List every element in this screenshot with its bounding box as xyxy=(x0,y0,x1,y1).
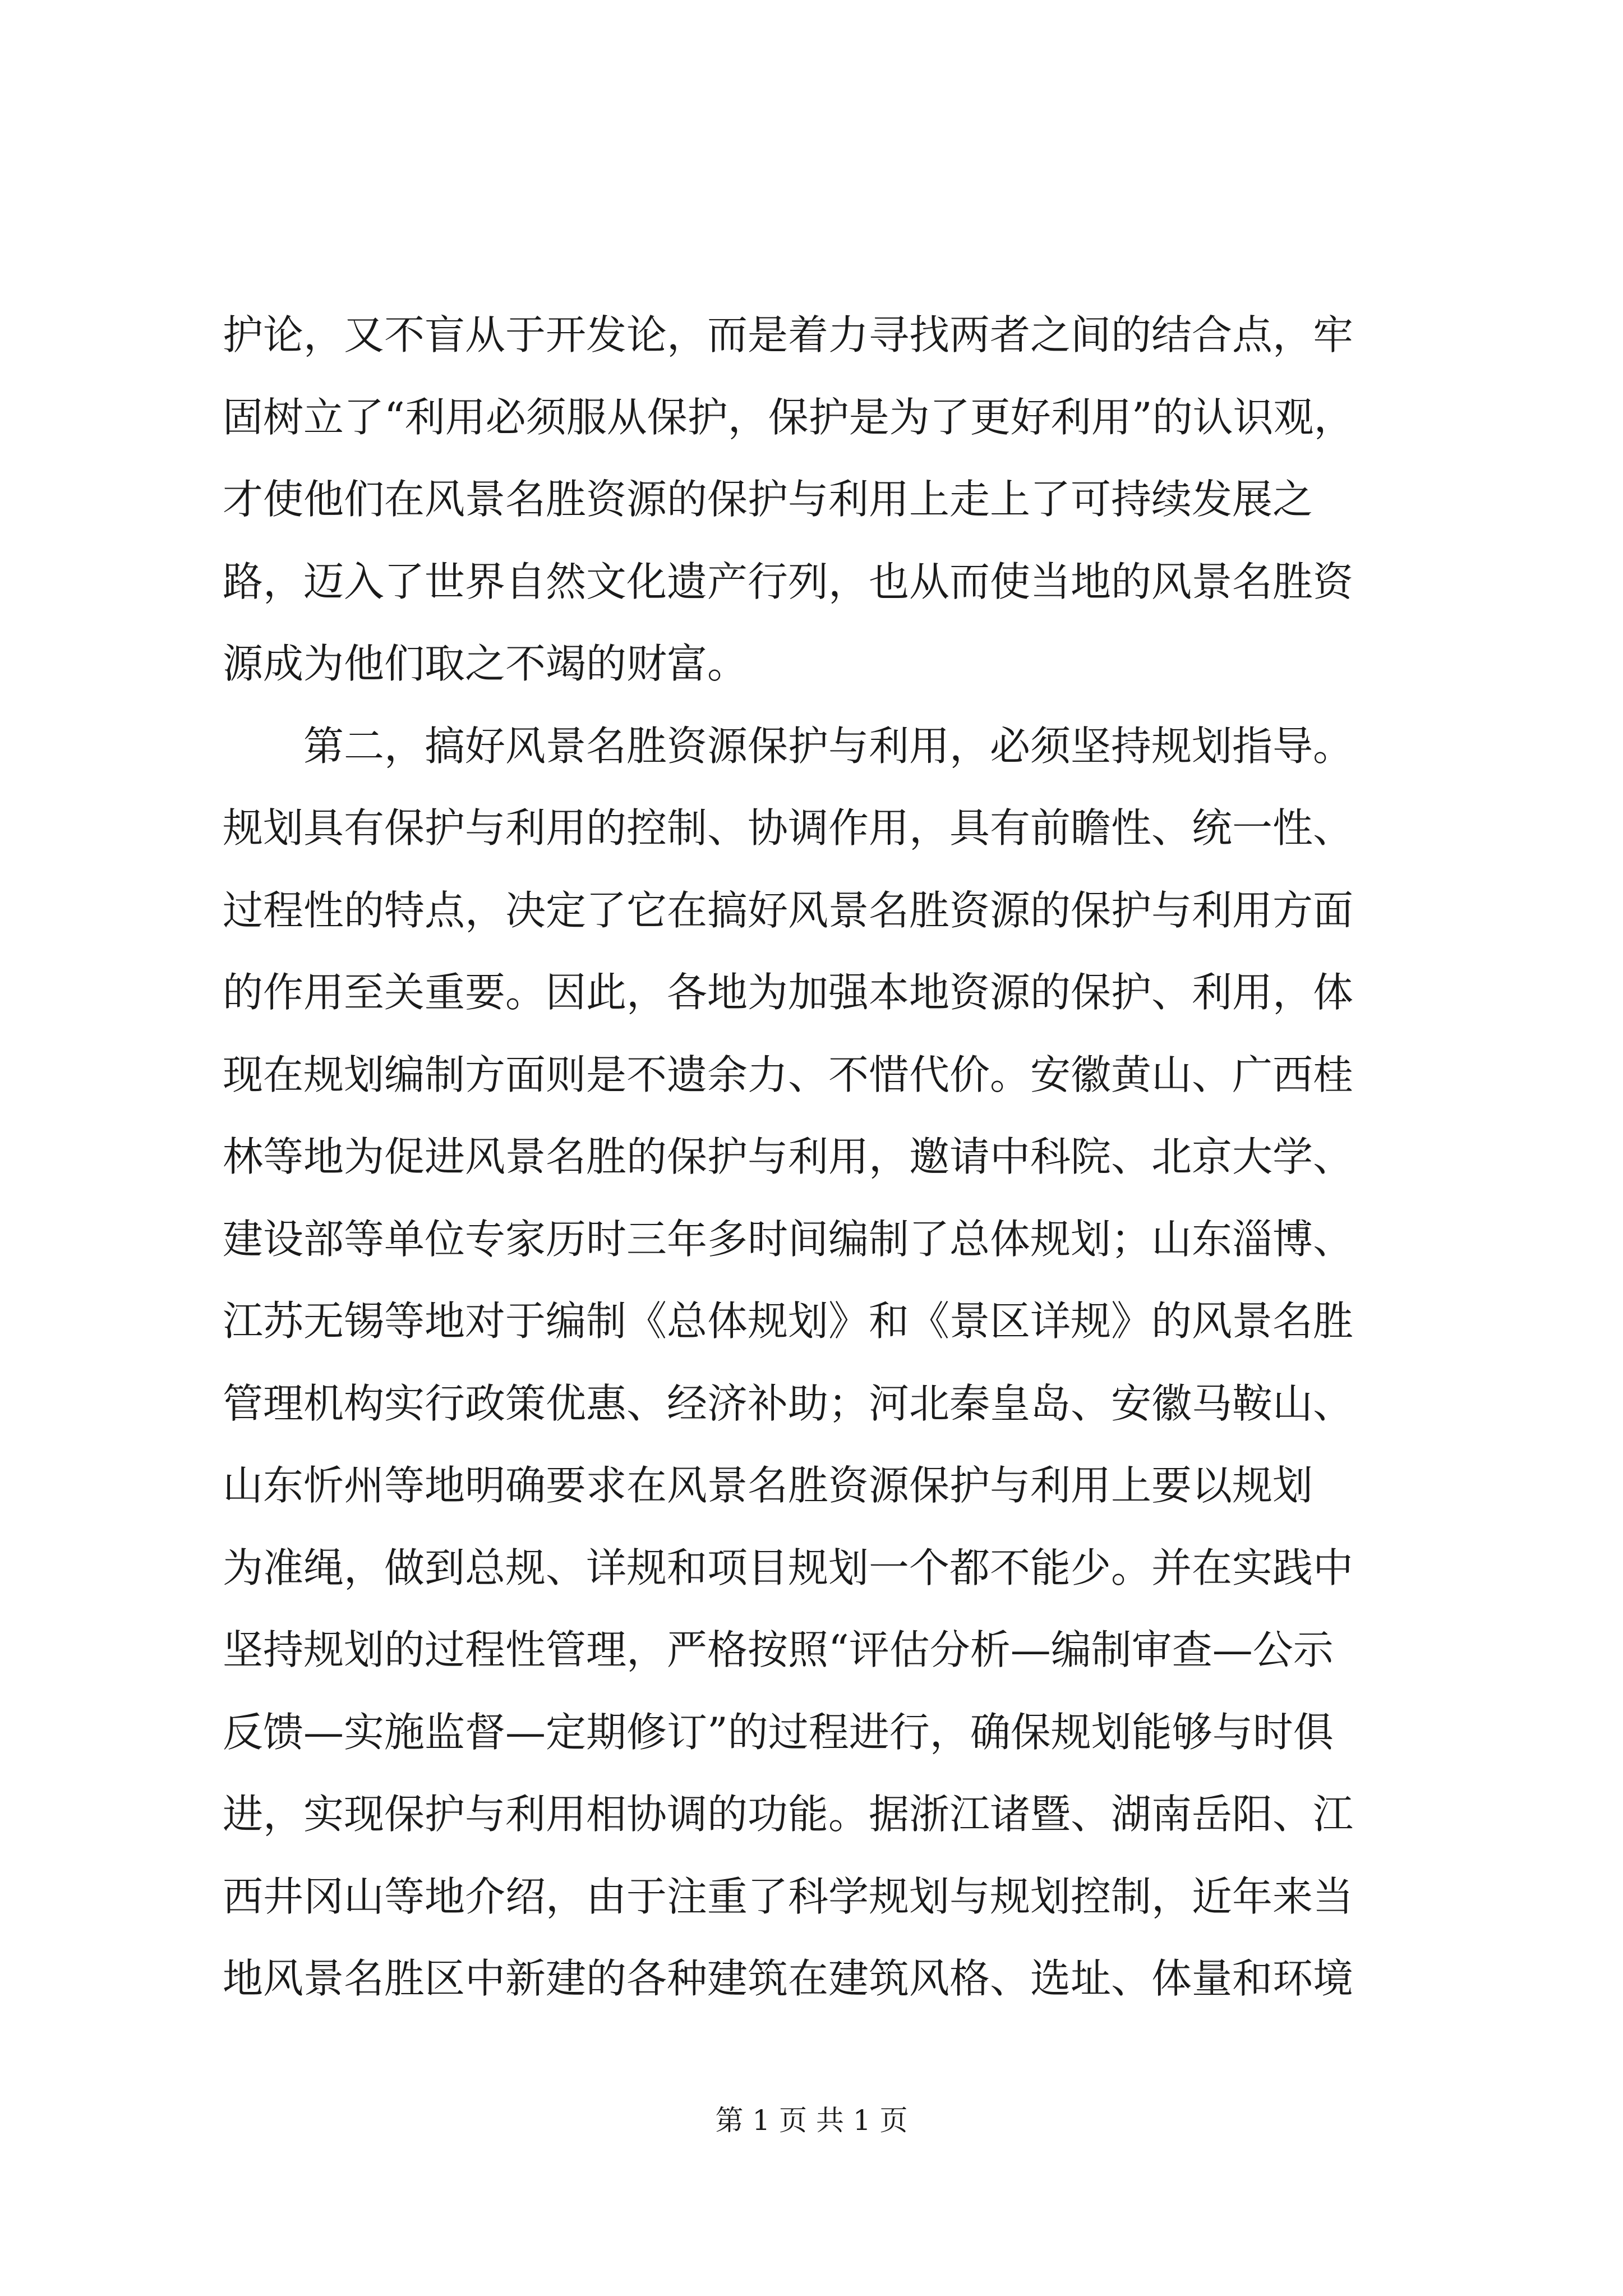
text-line: 山东忻州等地明确要求在风景名胜资源保护与利用上要以规划 xyxy=(223,1462,1313,1509)
text-line: 护论，又不盲从于开发论，而是着力寻找两者之间的结合点，牢 xyxy=(223,311,1354,358)
text-line: 进，实现保护与利用相协调的功能。据浙江诸暨、湖南岳阳、江 xyxy=(223,1791,1354,1838)
text-line: 现在规划编制方面则是不遗余力、不惜代价。安徽黄山、广西桂 xyxy=(223,1051,1354,1098)
text-line: 反馈—实施监督—定期修订”的过程进行，确保规划能够与时俱 xyxy=(223,1708,1334,1756)
text-line: 建设部等单位专家历时三年多时间编制了总体规划；山东淄博、 xyxy=(223,1215,1354,1263)
document-body xyxy=(223,294,1400,2020)
text-line: 为准绳，做到总规、详规和项目规划一个都不能少。并在实践中 xyxy=(223,1544,1354,1591)
text-line: 过程性的特点，决定了它在搞好风景名胜资源的保护与利用方面 xyxy=(223,886,1354,934)
text-line: 林等地为促进风景名胜的保护与利用，邀请中科院、北京大学、 xyxy=(223,1133,1354,1180)
text-line: 规划具有保护与利用的控制、协调作用，具有前瞻性、统一性、 xyxy=(223,804,1354,852)
text-line: 路，迈入了世界自然文化遗产行列，也从而使当地的风景名胜资 xyxy=(223,558,1354,605)
text-line: 西井冈山等地介绍，由于注重了科学规划与规划控制，近年来当 xyxy=(223,1872,1354,1920)
text-line: 固树立了“利用必须服从保护，保护是为了更好利用”的认识观， xyxy=(223,393,1354,441)
text-line: 管理机构实行政策优惠、经济补助；河北秦皇岛、安徽马鞍山、 xyxy=(223,1379,1354,1427)
text-line: 才使他们在风景名胜资源的保护与利用上走上了可持续发展之 xyxy=(223,476,1313,523)
text-line: 江苏无锡等地对于编制《总体规划》和《景区详规》的风景名胜 xyxy=(223,1297,1354,1345)
text-line: 坚持规划的过程性管理，严格按照“评估分析—编制审查—公示 xyxy=(223,1626,1334,1673)
text-line: 源成为他们取之不竭的财富。 xyxy=(223,640,748,687)
page-footer: 第 1 页 共 1 页 xyxy=(715,2104,908,2137)
text-line: 第二，搞好风景名胜资源保护与利用，必须坚持规划指导。 xyxy=(223,722,1354,770)
text-line: 地风景名胜区中新建的各种建筑在建筑风格、选址、体量和环境 xyxy=(223,1955,1354,2002)
text-line: 的作用至关重要。因此，各地为加强本地资源的保护、利用，体 xyxy=(223,969,1354,1016)
